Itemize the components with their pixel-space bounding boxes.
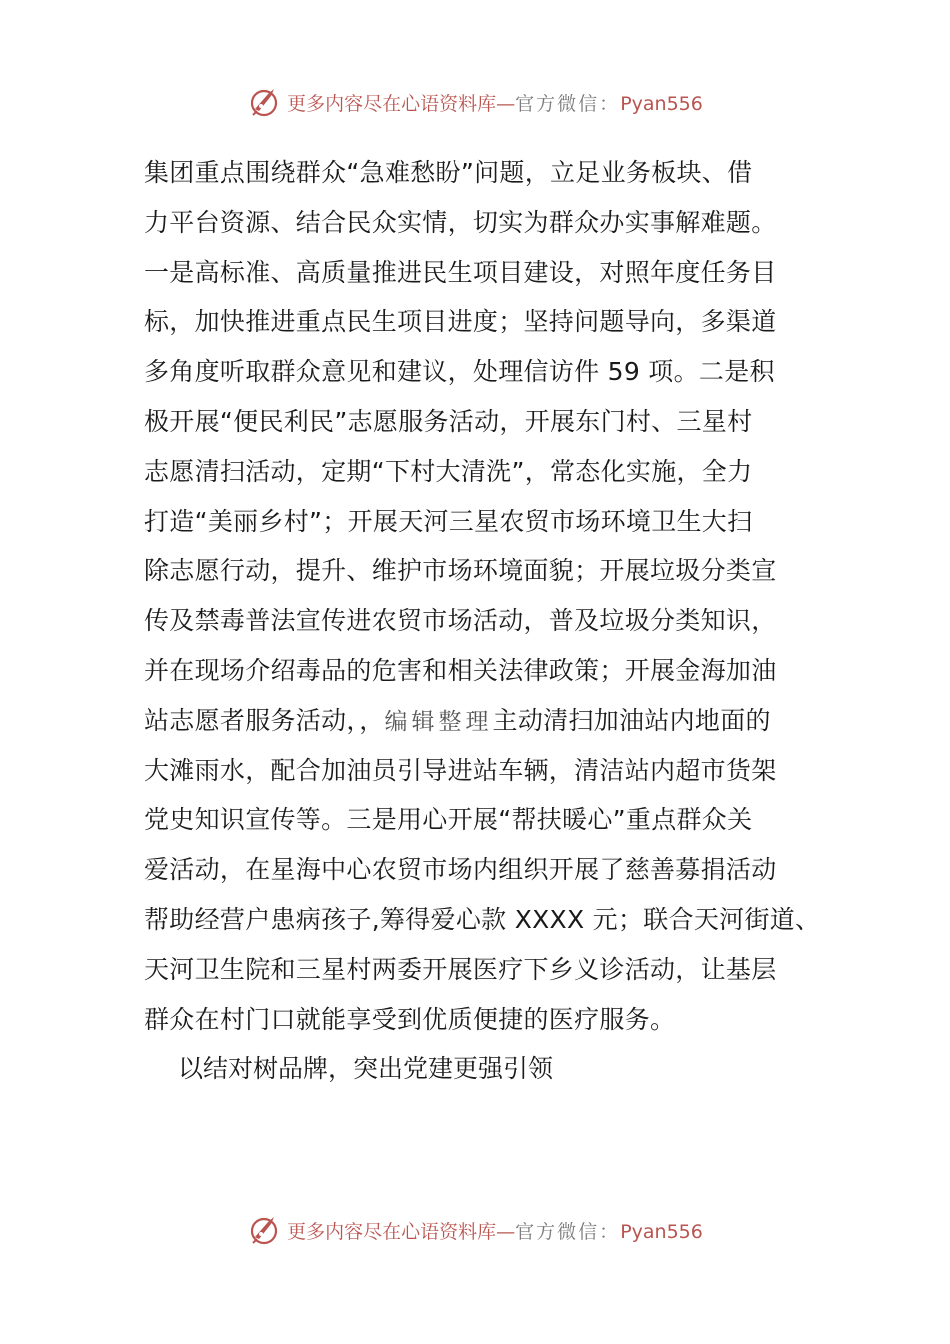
- body-line: 天河卫生院和三星村两委开展医疗下乡义诊活动，让基层: [144, 954, 777, 984]
- section-heading: 以结对树品牌，突出党建更强引领: [178, 1054, 554, 1084]
- watermark-wechat-label: 官方微信：: [515, 92, 621, 115]
- body-line: 群众在村门口就能享受到优质便捷的医疗服务。: [144, 1004, 676, 1034]
- body-line: 大滩雨水，配合加油员引导进站车辆，清洁站内超市货架: [144, 755, 777, 785]
- body-line: 打造“美丽乡村”；开展天河三星农贸市场环境卫生大扫: [144, 506, 753, 536]
- body-line: 除志愿行动，提升、维护市场环境面貌；开展垃圾分类宣: [144, 556, 777, 586]
- footer-watermark: [0, 1210, 950, 1250]
- document-body: [144, 148, 824, 1094]
- edit-note: 编辑整理: [384, 708, 493, 735]
- quill-logo-icon: [247, 85, 281, 119]
- watermark-dash: —: [496, 92, 516, 115]
- body-line: 传及禁毒普法宣传进农贸市场活动，普及垃圾分类知识，: [144, 606, 777, 636]
- quill-logo-icon: [247, 1213, 281, 1247]
- watermark-wechat-id: Pyan556: [620, 92, 703, 115]
- watermark-text: [287, 89, 703, 116]
- header-watermark: [0, 82, 950, 122]
- body-line: 爱活动，在星海中心农贸市场内组织开展了慈善募捐活动: [144, 855, 777, 885]
- body-line: 力平台资源、结合民众实情，切实为群众办实事解难题。: [144, 207, 777, 237]
- watermark-main: 更多内容尽在心语资料库: [287, 1220, 497, 1243]
- body-line: 志愿清扫活动，定期“下村大清洗”，常态化实施，全力: [144, 456, 753, 486]
- watermark-wechat-label: 官方微信：: [515, 1220, 621, 1243]
- body-line: 标，加快推进重点民生项目进度；坚持问题导向，多渠道: [144, 307, 777, 337]
- watermark-dash: —: [496, 1220, 516, 1243]
- body-line: 党史知识宣传等。三是用心开展“帮扶暖心”重点群众关: [144, 805, 753, 835]
- body-line-with-note: [144, 696, 824, 746]
- watermark-main: 更多内容尽在心语资料库: [287, 92, 497, 115]
- watermark-text: [287, 1217, 703, 1244]
- body-line: 极开展“便民利民”志愿服务活动，开展东门村、三星村: [144, 406, 753, 436]
- body-line-part: 主动清扫加油站内地面的: [492, 705, 771, 735]
- body-line: 并在现场介绍毒品的危害和相关法律政策；开展金海加油: [144, 655, 777, 685]
- body-line: 多角度听取群众意见和建议，处理信访件 59 项。二是积: [144, 357, 775, 387]
- body-line: 一是高标准、高质量推进民生项目建设，对照年度任务目: [144, 257, 777, 287]
- body-line: 帮助经营户患病孩子,筹得爱心款 XXXX 元；联合天河街道、: [144, 904, 821, 934]
- body-line-part: 站志愿者服务活动，，: [144, 705, 385, 735]
- watermark-wechat-id: Pyan556: [620, 1220, 703, 1243]
- body-line: 集团重点围绕群众“急难愁盼”问题，立足业务板块、借: [144, 158, 753, 187]
